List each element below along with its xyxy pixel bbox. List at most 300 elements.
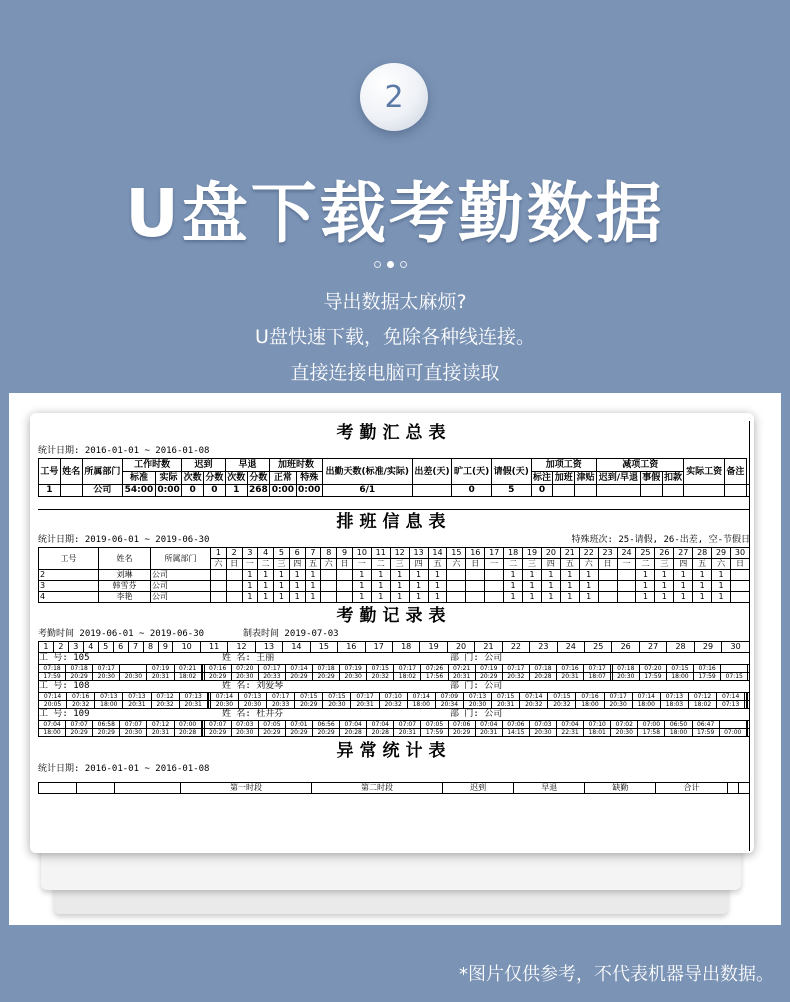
table-row bbox=[39, 570, 750, 581]
schedule-name: 韩雪芬 bbox=[99, 581, 151, 592]
punch-time: 20:32 bbox=[520, 701, 548, 709]
employee-dept: 部 门: 公司 bbox=[450, 681, 503, 691]
employee-header bbox=[38, 653, 750, 664]
schedule-cell bbox=[447, 581, 466, 592]
schedule-id: 4 bbox=[39, 592, 99, 603]
schedule-id: 2 bbox=[39, 570, 99, 581]
records-day: 6 bbox=[113, 642, 128, 653]
table-row bbox=[39, 701, 750, 709]
exceptions-meta bbox=[38, 763, 750, 776]
schedule-cell bbox=[598, 592, 617, 603]
records-day: 26 bbox=[612, 642, 639, 653]
schedule-day: 6 bbox=[289, 548, 305, 559]
records-day: 15 bbox=[310, 642, 337, 653]
punch-time: 20:30 bbox=[611, 729, 638, 737]
schedule-cell: 1 bbox=[712, 570, 731, 581]
punch-time: 07:15 bbox=[323, 693, 351, 701]
summary-subhead: 分数 bbox=[247, 472, 270, 485]
records-daynums bbox=[38, 641, 750, 653]
schedule-cell bbox=[731, 570, 750, 581]
summary-table bbox=[38, 458, 750, 497]
page-title: U盘下载考勤数据 bbox=[125, 175, 665, 252]
punch-time: 07:20 bbox=[231, 665, 258, 673]
punch-time: 07:21 bbox=[174, 665, 201, 673]
exceptions-head: 合计 bbox=[656, 783, 727, 794]
punch-time: 18:00 bbox=[95, 701, 123, 709]
punch-time: 20:30 bbox=[231, 729, 258, 737]
punch-time: 07:13 bbox=[463, 693, 491, 701]
schedule-weekday: 三 bbox=[655, 559, 674, 570]
schedule-cell: 1 bbox=[712, 581, 731, 592]
schedule-weekday: 五 bbox=[305, 559, 321, 570]
schedule-cell bbox=[211, 570, 227, 581]
punch-time: 20:05 bbox=[39, 701, 67, 709]
punch-time: 07:17 bbox=[93, 665, 120, 673]
schedule-day: 8 bbox=[321, 548, 337, 559]
punch-time: 07:15 bbox=[548, 693, 576, 701]
schedule-dept: 公司 bbox=[151, 570, 211, 581]
carousel-dot[interactable] bbox=[374, 261, 381, 268]
schedule-cell: 1 bbox=[390, 570, 409, 581]
schedule-day: 27 bbox=[674, 548, 693, 559]
punch-time: 20:29 bbox=[295, 701, 323, 709]
records-day: 23 bbox=[530, 642, 557, 653]
summary-cell: 1 bbox=[39, 485, 61, 497]
summary-date bbox=[38, 445, 750, 458]
punch-time: 20:30 bbox=[529, 729, 556, 737]
punch-time: 07:18 bbox=[612, 665, 639, 673]
schedule-day: 20 bbox=[541, 548, 560, 559]
punch-time: 07:10 bbox=[379, 693, 407, 701]
summary-date-text: 统计日期: 2016-01-01 ~ 2016-01-08 bbox=[38, 446, 210, 456]
schedule-day: 26 bbox=[655, 548, 674, 559]
exceptions-head: 迟到 bbox=[443, 783, 514, 794]
schedule-id: 3 bbox=[39, 581, 99, 592]
punch-time: 20:29 bbox=[313, 673, 340, 681]
schedule-day: 16 bbox=[466, 548, 485, 559]
schedule-cell: 1 bbox=[504, 592, 523, 603]
table-row bbox=[39, 721, 750, 729]
punch-time: 20:32 bbox=[367, 673, 394, 681]
punch-time: 20:31 bbox=[351, 701, 379, 709]
punch-time: 20:30 bbox=[210, 701, 238, 709]
punch-time: 17:59 bbox=[421, 729, 448, 737]
exceptions-title: 异常统计表 bbox=[336, 741, 452, 761]
schedule-cell bbox=[617, 570, 636, 581]
punch-time: 07:14 bbox=[285, 665, 312, 673]
schedule-dept: 公司 bbox=[151, 592, 211, 603]
employee-header bbox=[38, 709, 750, 720]
schedule-cell: 1 bbox=[289, 581, 305, 592]
schedule-cell: 1 bbox=[541, 570, 560, 581]
summary-subhead: 特殊 bbox=[296, 472, 322, 485]
employee-id: 工 号: 109 bbox=[39, 709, 90, 719]
punch-time: 17:59 bbox=[639, 673, 666, 681]
summary-cell bbox=[684, 485, 724, 497]
punch-time bbox=[748, 673, 750, 681]
schedule-cell: 1 bbox=[504, 570, 523, 581]
punch-time: 07:18 bbox=[66, 665, 93, 673]
punch-time: 07:00 bbox=[174, 721, 201, 729]
summary-head: 迟到 bbox=[182, 459, 226, 472]
schedule-weekday: 三 bbox=[390, 559, 409, 570]
summary-cell: 268 bbox=[249, 485, 268, 495]
punch-time bbox=[748, 729, 750, 737]
schedule-cell bbox=[466, 570, 485, 581]
punch-time: 07:17 bbox=[267, 693, 295, 701]
summary-cell bbox=[553, 485, 575, 497]
punch-time: 07:04 bbox=[340, 721, 367, 729]
records-day: 27 bbox=[639, 642, 666, 653]
schedule-day: 25 bbox=[636, 548, 655, 559]
summary-cell: 54:00 bbox=[123, 485, 156, 497]
punch-time: 18:00 bbox=[39, 729, 66, 737]
punch-time: 20:29 bbox=[258, 729, 285, 737]
schedule-cell: 1 bbox=[655, 570, 674, 581]
schedule-cell: 1 bbox=[674, 570, 693, 581]
schedule-weekday: 一 bbox=[242, 559, 258, 570]
exceptions-head: 缺勤 bbox=[585, 783, 656, 794]
punch-time: 20:33 bbox=[267, 701, 295, 709]
records-day: 7 bbox=[128, 642, 143, 653]
schedule-day: 21 bbox=[560, 548, 579, 559]
schedule-weekday: 三 bbox=[523, 559, 542, 570]
punch-time bbox=[748, 721, 750, 729]
punch-time: 17:58 bbox=[638, 729, 665, 737]
schedule-weekday: 五 bbox=[693, 559, 712, 570]
summary-cell: 0:00 bbox=[157, 485, 180, 495]
schedule-cell bbox=[226, 592, 242, 603]
schedule-day: 28 bbox=[693, 548, 712, 559]
schedule-cell bbox=[337, 570, 353, 581]
schedule-day: 3 bbox=[242, 548, 258, 559]
punch-time: 18:07 bbox=[584, 673, 611, 681]
summary-title: 考勤汇总表 bbox=[336, 423, 452, 443]
punch-time: 18:00 bbox=[632, 701, 660, 709]
schedule-day: 24 bbox=[617, 548, 636, 559]
punch-time: 18:03 bbox=[660, 701, 688, 709]
schedule-weekday: 四 bbox=[541, 559, 560, 570]
schedule-cell bbox=[321, 581, 337, 592]
punch-time: 20:28 bbox=[340, 729, 367, 737]
schedule-cell: 1 bbox=[352, 570, 371, 581]
records-day: 9 bbox=[158, 642, 173, 653]
schedule-day: 30 bbox=[731, 548, 750, 559]
schedule-cell: 1 bbox=[655, 592, 674, 603]
punch-time: 20:29 bbox=[204, 729, 231, 737]
schedule-weekday: 四 bbox=[674, 559, 693, 570]
punch-time: 07:13 bbox=[660, 693, 688, 701]
schedule-day: 7 bbox=[305, 548, 321, 559]
punch-time: 18:02 bbox=[394, 673, 421, 681]
summary-subhead: 次数 bbox=[183, 473, 202, 483]
punch-time: 20:31 bbox=[179, 701, 207, 709]
schedule-cell: 1 bbox=[352, 592, 371, 603]
schedule-cell bbox=[485, 581, 504, 592]
schedule-weekday: 四 bbox=[409, 559, 428, 570]
punch-time: 20:30 bbox=[323, 701, 351, 709]
schedule-cell: 1 bbox=[409, 592, 428, 603]
punch-time: 07:06 bbox=[502, 721, 529, 729]
summary-cell bbox=[746, 485, 749, 497]
step-number: 2 bbox=[384, 79, 404, 115]
schedule-cell: 1 bbox=[258, 570, 274, 581]
punch-time: 07:26 bbox=[421, 665, 448, 673]
schedule-weekday: 日 bbox=[337, 559, 353, 570]
table-row bbox=[39, 673, 750, 681]
punch-time: 07:07 bbox=[394, 721, 421, 729]
records-day: 20 bbox=[447, 642, 474, 653]
punch-time: 07:18 bbox=[529, 665, 556, 673]
punch-time: 07:13 bbox=[238, 693, 266, 701]
table-row bbox=[39, 729, 750, 737]
punch-time: 07:07 bbox=[120, 721, 147, 729]
employee-id: 工 号: 108 bbox=[39, 681, 90, 691]
summary-head: 姓名 bbox=[60, 459, 82, 485]
records-day: 30 bbox=[722, 642, 750, 653]
summary-cell: 公司 bbox=[82, 485, 122, 497]
punch-time: 06:50 bbox=[665, 721, 692, 729]
schedule-cell bbox=[598, 581, 617, 592]
schedule-cell: 1 bbox=[523, 592, 542, 603]
schedule-cell: 1 bbox=[674, 592, 693, 603]
schedule-cell bbox=[485, 570, 504, 581]
summary-cell: 0:00 bbox=[271, 485, 295, 495]
punch-time: 07:05 bbox=[421, 721, 448, 729]
schedule-cell: 1 bbox=[305, 570, 321, 581]
schedule-cell bbox=[466, 592, 485, 603]
schedule-name: 李艳 bbox=[99, 592, 151, 603]
punch-time bbox=[748, 665, 750, 673]
records-day: 2 bbox=[53, 642, 68, 653]
punch-time: 20:29 bbox=[204, 673, 231, 681]
schedule-cell bbox=[617, 581, 636, 592]
subtitle-line-1: 导出数据太麻烦? bbox=[323, 291, 467, 313]
summary-cell: 0 bbox=[204, 485, 226, 497]
schedule-weekday: 二 bbox=[504, 559, 523, 570]
summary-cell: 5 bbox=[491, 485, 531, 497]
employee-name: 姓 名: 刘爱琴 bbox=[222, 681, 284, 691]
punch-time: 20:30 bbox=[93, 673, 120, 681]
punch-time: 20:29 bbox=[66, 729, 93, 737]
schedule-cell: 1 bbox=[289, 570, 305, 581]
exceptions-table bbox=[38, 782, 750, 794]
schedule-weekday: 二 bbox=[371, 559, 390, 570]
punch-time: 07:00 bbox=[638, 721, 665, 729]
table-row bbox=[39, 592, 750, 603]
schedule-cell: 1 bbox=[693, 581, 712, 592]
schedule-cell: 1 bbox=[352, 581, 371, 592]
records-day: 18 bbox=[392, 642, 419, 653]
punch-time: 06:47 bbox=[692, 721, 719, 729]
punch-time: 20:30 bbox=[604, 701, 632, 709]
schedule-cell: 1 bbox=[560, 570, 579, 581]
summary-cell: 0 bbox=[531, 485, 553, 497]
schedule-day: 2 bbox=[226, 548, 242, 559]
punch-time: 20:32 bbox=[502, 673, 529, 681]
punch-time: 20:31 bbox=[147, 673, 174, 681]
schedule-day: 14 bbox=[428, 548, 447, 559]
records-made: 制表时间 2019-07-03 bbox=[243, 629, 339, 639]
punch-time: 20:28 bbox=[367, 729, 394, 737]
punch-time: 20:33 bbox=[258, 673, 285, 681]
employee-dept: 部 门: 公司 bbox=[450, 709, 503, 719]
punch-time bbox=[719, 721, 746, 729]
records-day: 24 bbox=[557, 642, 584, 653]
summary-head: 出差(天) bbox=[412, 459, 452, 485]
schedule-day: 5 bbox=[274, 548, 290, 559]
summary-cell: 0 bbox=[452, 485, 492, 497]
employee-punch-table bbox=[38, 692, 750, 709]
punch-time: 07:14 bbox=[717, 693, 745, 701]
schedule-cell bbox=[447, 570, 466, 581]
schedule-cell: 1 bbox=[274, 592, 290, 603]
punch-time: 20:30 bbox=[120, 673, 147, 681]
summary-head: 减项工资 bbox=[596, 459, 683, 472]
schedule-cell bbox=[211, 581, 227, 592]
schedule-weekday: 五 bbox=[560, 559, 579, 570]
schedule-day: 12 bbox=[390, 548, 409, 559]
employee-name: 姓 名: 杜井芬 bbox=[222, 709, 284, 719]
punch-time: 07:01 bbox=[285, 721, 312, 729]
schedule-cell: 1 bbox=[579, 581, 598, 592]
punch-time: 07:04 bbox=[557, 721, 584, 729]
records-day: 4 bbox=[83, 642, 98, 653]
punch-time: 07:05 bbox=[258, 721, 285, 729]
punch-time: 07:13 bbox=[123, 693, 151, 701]
summary-cell bbox=[60, 485, 82, 497]
summary-cell: 6/1 bbox=[322, 485, 412, 497]
records-day: 3 bbox=[68, 642, 83, 653]
summary-subhead: 扣款 bbox=[664, 473, 683, 483]
punch-time: 20:31 bbox=[475, 729, 502, 737]
exceptions-head-blank bbox=[77, 783, 115, 794]
schedule-weekday: 一 bbox=[617, 559, 636, 570]
schedule-weekday: 四 bbox=[289, 559, 305, 570]
schedule-title: 排班信息表 bbox=[38, 509, 750, 534]
employee-header bbox=[38, 681, 750, 692]
schedule-cell: 1 bbox=[390, 581, 409, 592]
summary-cell: 0:00 bbox=[298, 485, 321, 495]
carousel-dots bbox=[374, 261, 407, 268]
punch-time: 07:17 bbox=[394, 665, 421, 673]
punch-time: 07:03 bbox=[231, 721, 258, 729]
schedule-head: 所属部门 bbox=[151, 548, 211, 570]
punch-time: 07:12 bbox=[688, 693, 716, 701]
schedule-cell: 1 bbox=[409, 581, 428, 592]
summary-subhead: 次数 bbox=[227, 473, 246, 483]
schedule-meta bbox=[38, 534, 750, 547]
schedule-cell bbox=[617, 592, 636, 603]
records-period: 考勤时间 2019-06-01 ~ 2019-06-30 bbox=[38, 629, 205, 639]
schedule-day: 18 bbox=[504, 548, 523, 559]
punch-time: 07:18 bbox=[313, 665, 340, 673]
punch-time: 20:29 bbox=[285, 673, 312, 681]
summary-head: 备注 bbox=[724, 459, 746, 485]
punch-time: 20:31 bbox=[557, 673, 584, 681]
punch-time: 07:19 bbox=[475, 665, 502, 673]
records-title: 考勤记录表 bbox=[336, 606, 452, 626]
schedule-cell: 1 bbox=[242, 581, 258, 592]
carousel-dot-active[interactable] bbox=[387, 261, 394, 268]
punch-time: 07:14 bbox=[210, 693, 238, 701]
punch-time: 07:15 bbox=[367, 665, 394, 673]
schedule-head: 姓名 bbox=[99, 548, 151, 570]
records-day: 17 bbox=[365, 642, 392, 653]
punch-time: 18:01 bbox=[584, 729, 611, 737]
exceptions-head-blank bbox=[115, 783, 181, 794]
punch-time: 18:00 bbox=[407, 701, 435, 709]
records-day: 5 bbox=[98, 642, 113, 653]
summary-cell bbox=[412, 485, 452, 497]
punch-time: 17:59 bbox=[39, 673, 66, 681]
punch-time: 07:04 bbox=[39, 721, 66, 729]
records-day: 25 bbox=[585, 642, 612, 653]
summary-cell: 0 bbox=[182, 485, 204, 497]
punch-time: 06:58 bbox=[93, 721, 120, 729]
punch-time: 20:30 bbox=[340, 673, 367, 681]
punch-time: 14:15 bbox=[502, 729, 529, 737]
records-day: 13 bbox=[255, 642, 282, 653]
punch-time: 20:29 bbox=[93, 729, 120, 737]
schedule-legend: 特殊班次: 25-请假, 26-出差, 空-节假日 bbox=[571, 535, 750, 545]
punch-time: 07:04 bbox=[475, 721, 502, 729]
punch-time: 07:16 bbox=[576, 693, 604, 701]
schedule-day: 29 bbox=[712, 548, 731, 559]
punch-time: 20:31 bbox=[147, 729, 174, 737]
schedule-cell: 1 bbox=[428, 570, 447, 581]
records-day: 10 bbox=[173, 642, 200, 653]
schedule-cell bbox=[226, 581, 242, 592]
schedule-cell: 1 bbox=[371, 592, 390, 603]
summary-head: 工号 bbox=[39, 459, 61, 485]
report-document bbox=[30, 413, 754, 853]
punch-time: 20:32 bbox=[67, 701, 95, 709]
footer-disclaimer: *图片仅供参考，不代表机器导出数据。 bbox=[459, 964, 774, 985]
summary-head: 工作时数 bbox=[123, 459, 182, 472]
punch-time: 07:16 bbox=[694, 665, 721, 673]
schedule-cell: 1 bbox=[242, 570, 258, 581]
schedule-cell bbox=[226, 570, 242, 581]
summary-subhead: 事假 bbox=[642, 473, 661, 483]
punch-time: 07:14 bbox=[632, 693, 660, 701]
schedule-cell bbox=[731, 581, 750, 592]
schedule-cell bbox=[337, 592, 353, 603]
punch-time: 20:30 bbox=[463, 701, 491, 709]
schedule-date: 统计日期: 2019-06-01 ~ 2019-06-30 bbox=[38, 535, 210, 545]
punch-time: 18:00 bbox=[665, 729, 692, 737]
punch-time: 07:16 bbox=[204, 665, 231, 673]
punch-time: 07:20 bbox=[639, 665, 666, 673]
summary-subhead: 正常 bbox=[270, 472, 296, 485]
punch-time: 07:19 bbox=[147, 665, 174, 673]
employee-punch-table bbox=[38, 664, 750, 681]
summary-subhead: 加班 bbox=[554, 473, 573, 483]
punch-time: 20:32 bbox=[379, 701, 407, 709]
schedule-weekday: 六 bbox=[211, 559, 227, 570]
schedule-cell: 1 bbox=[305, 592, 321, 603]
exceptions-head-blank bbox=[738, 783, 749, 794]
punch-time bbox=[721, 665, 748, 673]
punch-time: 20:29 bbox=[285, 729, 312, 737]
carousel-dot[interactable] bbox=[400, 261, 407, 268]
summary-head: 早退 bbox=[225, 459, 269, 472]
punch-time bbox=[748, 701, 750, 709]
records-day: 28 bbox=[667, 642, 694, 653]
schedule-weekday: 日 bbox=[598, 559, 617, 570]
records-day: 19 bbox=[420, 642, 447, 653]
punch-time: 07:15 bbox=[721, 673, 748, 681]
